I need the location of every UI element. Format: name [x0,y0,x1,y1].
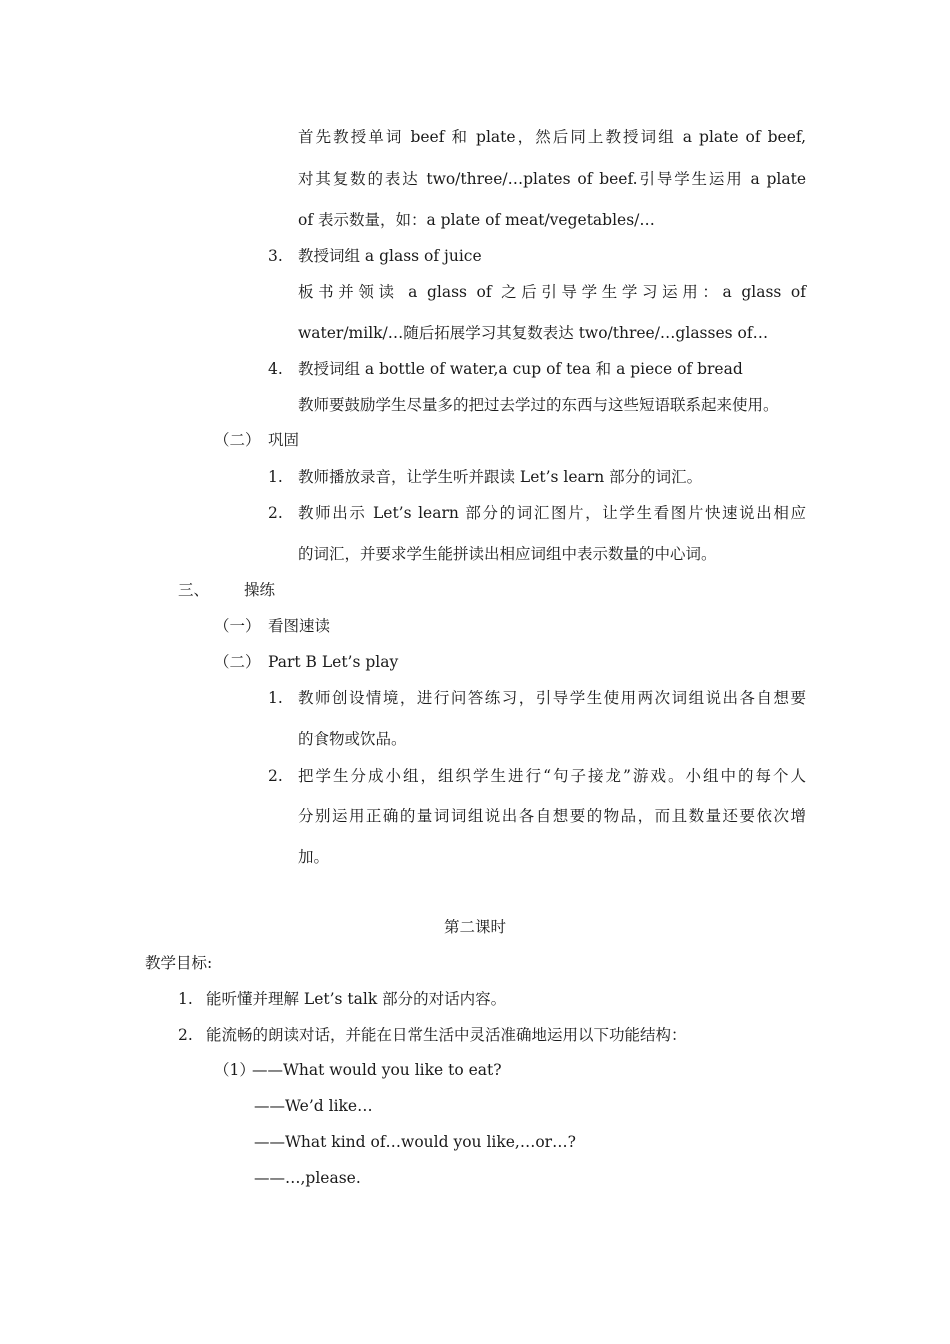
goal-1-text: 能听懂并理解 Let’s talk 部分的对话内容。 [206,990,507,1008]
practice-item-2-line-1: 把学生分成小组，组织学生进行“句子接龙”游戏。小组中的每个人 [298,767,806,785]
item-4-body-1: 教师要鼓励学生尽量多的把过去学过的东西与这些短语联系起来使用。 [298,396,779,414]
goal-2-text: 能流畅的朗读对话，并能在日常生活中灵活准确地运用以下功能结构： [206,1026,687,1044]
goal-2-number: 2. [178,1026,193,1044]
practice-sub-1-title: 看图速读 [268,617,331,635]
consolidate-marker: （二） [214,431,261,449]
practice-item-2-line-2: 分别运用正确的量词词组说出各自想要的物品，而且数量还要依次增 [298,807,806,825]
item-4-number: 4. [268,360,283,378]
structures-marker: （1） [214,1061,255,1079]
practice-sub-2-title: Part B Let’s play [268,653,399,671]
consolidate-item-2-number: 2. [268,504,283,522]
practice-sub-2-marker: （二） [214,653,261,671]
intro-line-3: of 表示数量，如：a plate of meat/vegetables/… [298,211,655,229]
goals-label: 教学目标: [145,954,213,972]
consolidate-item-1-line-1: 教师播放录音，让学生听并跟读 Let’s learn 部分的词汇。 [298,468,703,486]
goal-1-number: 1. [178,990,193,1008]
practice-title: 操练 [244,581,276,599]
consolidate-item-2-line-1: 教师出示 Let’s learn 部分的词汇图片，让学生看图片快速说出相应 [298,504,806,522]
practice-sub-1-marker: （一） [214,617,261,635]
practice-item-1-line-1: 教师创设情境，进行问答练习，引导学生使用两次词组说出各自想要 [298,689,806,707]
intro-line-2: 对其复数的表达 two/three/…plates of beef.引导学生运用 a plate [298,170,806,188]
practice-item-2-line-3: 加。 [298,848,330,866]
structure-line-4: ——…,please. [254,1169,361,1187]
consolidate-title: 巩固 [268,431,300,449]
lesson-2-heading: 第二课时 [443,918,506,936]
item-3-body-2: water/milk/…随后拓展学习其复数表达 two/three/…glasses of… [298,324,769,342]
item-3-title: 教授词组 a glass of juice [298,247,482,265]
practice-marker: 三、 [178,581,210,599]
item-4-title: 教授词组 a bottle of water,a cup of tea 和 a piece of bread [298,360,743,378]
item-3-number: 3. [268,247,283,265]
structure-line-3: ——What kind of…would you like,…or…? [254,1133,576,1151]
practice-item-1-number: 1. [268,689,283,707]
structure-line-1: ——What would you like to eat? [252,1061,502,1079]
consolidate-item-2-line-2: 的词汇，并要求学生能拼读出相应词组中表示数量的中心词。 [298,545,717,563]
item-3-body-1: 板书并领读 a glass of 之后引导学生学习运用：a glass of [298,283,806,301]
consolidate-item-1-number: 1. [268,468,283,486]
practice-item-1-line-2: 的食物或饮品。 [298,730,407,748]
structure-line-2: ——We’d like… [254,1097,373,1115]
intro-line-1: 首先教授单词 beef 和 plate，然后同上教授词组 a plate of beef, [298,128,806,146]
practice-item-2-number: 2. [268,767,283,785]
